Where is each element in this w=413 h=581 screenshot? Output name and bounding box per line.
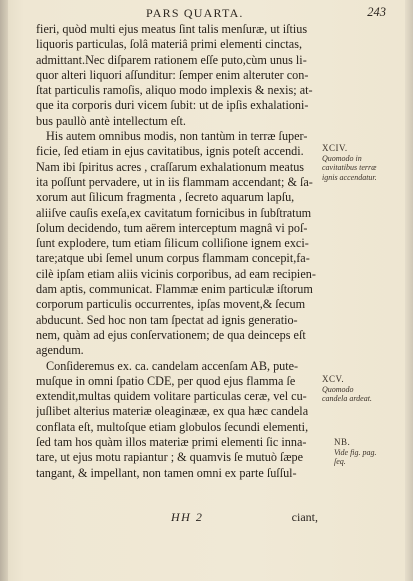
text-line: quor alteri liquori aſſunditur: ſemper enim alteruter con- — [36, 67, 309, 82]
text-line: ficie, ſed etiam in ejus cavitatibus, ignis poteſt accendi. — [36, 144, 304, 159]
page-edge — [405, 0, 413, 581]
text-line: aliiſve cauſis exeſa,ex cavitatum fornicibus in ſubſtratum — [36, 205, 312, 220]
running-head: PARS QUARTA. — [146, 6, 244, 20]
text-line: Conſideremus ex. ca. candelam accenſam AB, pute- — [46, 358, 299, 373]
text-line: que ita corporis duri vicem ſubit: ut de ipſis exhalationi- — [36, 98, 309, 113]
text-line: Nam ibi ſpiritus acres , craſſarum exhalationum meatus — [36, 159, 305, 174]
margin-note-nb — [334, 438, 380, 467]
text-line: abducunt. Sed hoc non tam ſpectat ad ignis generatio- — [36, 312, 298, 327]
text-line: agendum. — [36, 343, 84, 358]
page-gutter — [0, 0, 8, 581]
text-line: ſtat particulis ramoſis, aliquo modo implexis & nexis; at- — [36, 83, 313, 98]
text-line: bus paullò antè intellectum eſt. — [36, 113, 186, 128]
catchword: ciant, — [291, 510, 318, 524]
page-footer — [36, 510, 318, 526]
margin-note-text: Quomodo candela ardeat. — [322, 385, 372, 404]
text-line: extendit,multas quidem volitare particulas ceræ, vel cu- — [36, 389, 307, 404]
text-line: xorum aut ſilicum fragmenta , ſecreto aquarum lapſu, — [36, 190, 295, 205]
text-line: tare, ut ejus motu rapiantur ; & quamvis ſe mutuò ſæpe — [36, 450, 304, 465]
main-text — [36, 22, 318, 481]
text-line: dam aptis, communicat. Flammæ enim particulæ iſtorum — [36, 282, 313, 297]
text-line: conflata eſt, multoſque etiam globulos ſecundi elementi, — [36, 419, 309, 434]
text-line: juſlibet alterius materiæ oleaginææ, ex qua hæc candela — [36, 404, 309, 419]
margin-note-number: NB. — [334, 437, 351, 447]
margin-note-number: XCIV. — [322, 143, 348, 153]
margin-note-text: Vide fig. pag. ſeq. — [334, 448, 377, 467]
margin-note-text: Quomodo in cavitatibus terræ ignis accendatur. — [322, 154, 377, 182]
signature-mark: HH 2 — [171, 510, 204, 524]
text-line: ſolum decidendo, tum aërem interceptum magnâ vi poſ- — [36, 220, 308, 235]
margin-note-number: XCV. — [322, 374, 345, 384]
page-header — [36, 6, 386, 22]
text-line: His autem omnibus modis, non tantùm in terræ ſuper- — [46, 129, 308, 144]
text-line: tare;atque ubi ſemel unum corpus flammam concepit,fa- — [36, 251, 310, 266]
margin-note-xcv — [322, 375, 380, 404]
text-line: ſed tam hos quàm illos materiæ primi elementi ſic innа- — [36, 435, 307, 450]
text-line: liquoris particulas, ſolâ materiâ primi elementi cinctas, — [36, 37, 303, 52]
text-line: tangant, & impellant, non tamen omni ex parte ſuſſul- — [36, 465, 297, 480]
text-line: ſunt explodere, tum etiam ſilicum colliſione ignem exci- — [36, 236, 309, 251]
text-line: admittant.Nec diſparem rationem eſſe puto,cùm unus li- — [36, 52, 307, 67]
text-line: nem, quàm ad ejus conſervationem; de qua deinceps eſt — [36, 327, 306, 342]
margin-note-xciv — [322, 144, 380, 182]
text-line: fieri, quòd multi ejus meatus ſint talis menſuræ, ut iſtius — [36, 22, 308, 36]
text-line: cilè ipſam etiam aliis vicinis corporibus, ad eam recipien- — [36, 266, 316, 281]
text-line: ita poſſunt pervadere, ut in iis flammam accendant; & ſa- — [36, 174, 313, 189]
text-line: muſque in omni ſpatio CDE, per quod ejus flamma ſe — [36, 373, 296, 388]
text-line: corporum particulis occurrentes, ipſas movent,& ſecum — [36, 297, 306, 312]
page-number: 243 — [367, 5, 386, 19]
